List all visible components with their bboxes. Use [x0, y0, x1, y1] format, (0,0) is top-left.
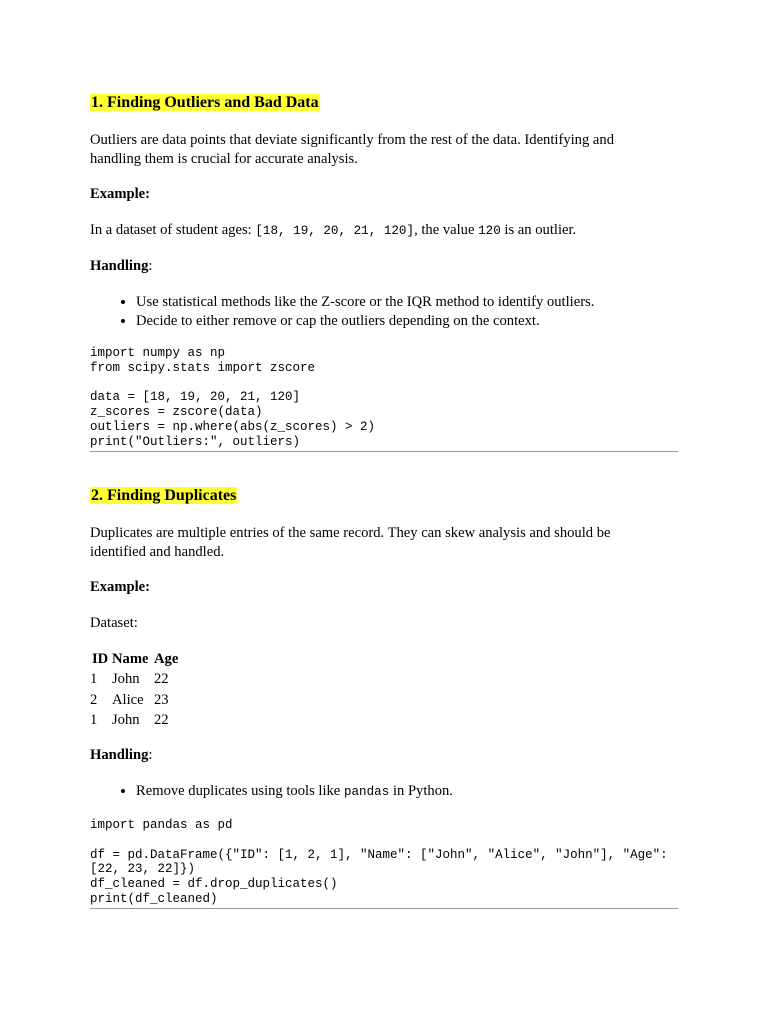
section1-handling-label: Handling — [90, 258, 149, 274]
section2-example-label: Example: — [90, 579, 150, 595]
table-cell: 1 — [90, 712, 98, 728]
section1-example-label: Example: — [90, 186, 150, 202]
table-header-row — [90, 649, 180, 669]
list-item: • Decide to either remove or cap the outliers depending on the context. — [136, 312, 594, 331]
code-line: z_scores = zscore(data) — [90, 405, 263, 420]
code-line — [90, 833, 678, 848]
section2-title: 2. Finding Duplicates — [91, 487, 237, 504]
table-cell: 23 — [154, 691, 169, 708]
list-item — [136, 782, 453, 802]
section2-heading — [90, 486, 237, 506]
table-header-age: Age — [154, 651, 179, 667]
table-header-id: ID — [92, 651, 109, 667]
section1-example-text — [90, 221, 576, 241]
table-header-name: Name — [112, 651, 149, 667]
bullet-prefix: Remove duplicates using tools like — [136, 783, 344, 799]
code-line: data = [18, 19, 20, 21, 120] — [90, 390, 301, 405]
example-code: [18, 19, 20, 21, 120] — [255, 224, 415, 238]
section2-handling-colon: : — [148, 747, 153, 763]
code-line: print("Outliers:", outliers) — [90, 434, 301, 449]
code-line — [90, 376, 678, 391]
table-row — [90, 710, 180, 731]
section1-intro-line2: handling them is crucial for accurate analysis. — [90, 150, 358, 167]
section1-intro-line1: Outliers are data points that deviate significantly from the rest of the data. Identifying and — [90, 132, 614, 148]
code-line: df_cleaned = df.drop_duplicates() — [90, 877, 338, 892]
section1-heading — [90, 93, 320, 113]
example-suffix: is an outlier. — [500, 222, 577, 238]
list-item: • Use statistical methods like the Z-score or the IQR method to identify outliers. — [136, 293, 594, 312]
table-cell: 22 — [154, 712, 169, 728]
section1-title: 1. Finding Outliers and Bad Data — [91, 94, 319, 111]
code-line: df = pd.DataFrame({"ID": [1, 2, 1], "Name": ["John", "Alice", "John"], "Age": — [90, 847, 668, 862]
bullet-suffix: in Python. — [389, 783, 453, 799]
section2-handling — [90, 746, 152, 765]
table-row — [90, 690, 180, 711]
code-line: import pandas as pd — [90, 818, 233, 832]
section1-bullet-list — [90, 293, 594, 330]
section2-bullet-list — [90, 782, 453, 802]
section2-code-block — [90, 818, 678, 909]
section2-handling-label: Handling — [90, 747, 149, 763]
table-cell: 1 — [90, 671, 98, 687]
section1-code-block — [90, 346, 678, 452]
section2-intro — [90, 524, 610, 561]
code-line: print(df_cleaned) — [90, 891, 218, 906]
section1-intro — [90, 131, 614, 168]
table-cell: John — [112, 712, 140, 728]
table-cell: 2 — [90, 691, 98, 708]
duplicates-table — [90, 649, 180, 731]
example-prefix: In a dataset of student ages: — [90, 222, 256, 238]
code-line: [22, 23, 22]}) — [90, 862, 196, 877]
table-cell: 22 — [154, 671, 169, 687]
code-line: import numpy as np — [90, 346, 226, 360]
table-cell: Alice — [112, 691, 144, 708]
section2-dataset-label: Dataset: — [90, 615, 138, 631]
section2-intro-line1: Duplicates are multiple entries of the same record. They can skew analysis and should be — [90, 525, 611, 541]
example-value: 120 — [478, 224, 501, 238]
code-line: from scipy.stats import zscore — [90, 360, 316, 375]
bullet-code: pandas — [343, 785, 390, 799]
example-mid: , the value — [414, 222, 479, 238]
code-line: outliers = np.where(abs(z_scores) > 2) — [90, 419, 376, 434]
section1-handling-colon: : — [148, 258, 153, 274]
table-cell: John — [112, 671, 140, 687]
table-row — [90, 669, 180, 690]
section1-handling — [90, 257, 152, 276]
section2-intro-line2: identified and handled. — [90, 543, 225, 560]
